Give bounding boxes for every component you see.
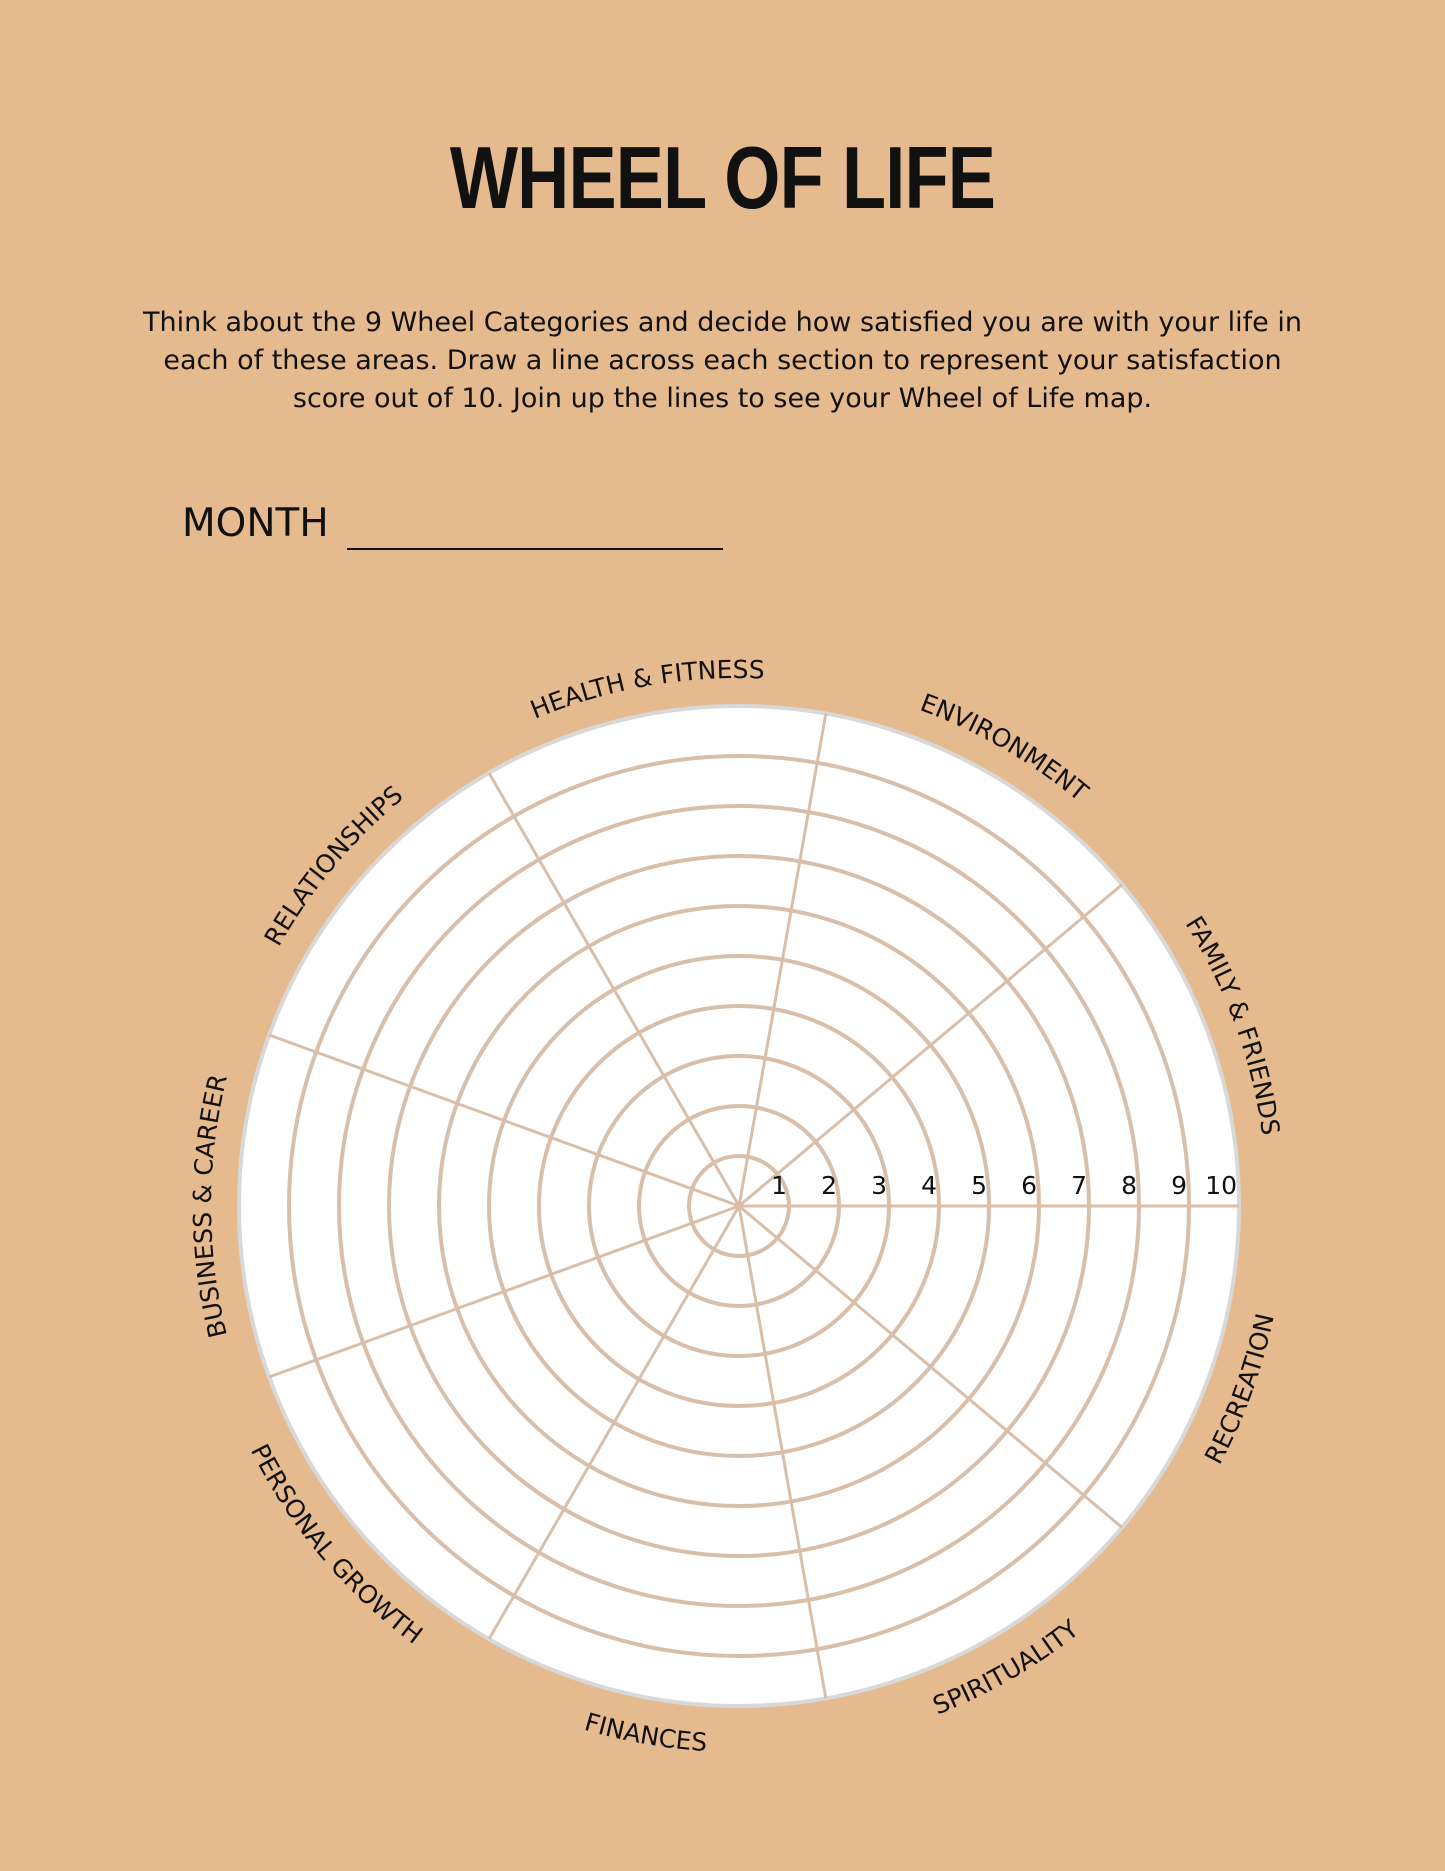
- instructions-text: Think about the 9 Wheel Categories and decide how satisfied you are with your life in each of these areas. Draw a line across each section to represent your satisfaction score out of 10. Join up the lines to see your Wheel of Life map.: [143, 307, 1302, 414]
- scale-label: 4: [921, 1171, 937, 1200]
- scale-label: 3: [871, 1171, 887, 1200]
- category-label: ENVIRONMENT: [916, 687, 1094, 807]
- scale-label: 9: [1171, 1171, 1187, 1200]
- category-label: RECREATION: [1198, 1310, 1280, 1469]
- month-label: MONTH: [182, 501, 329, 546]
- category-label: FAMILY & FRIENDS: [1179, 911, 1286, 1137]
- category-label: PERSONAL GROWTH: [245, 1439, 429, 1650]
- category-label: RELATIONSHIPS: [258, 779, 409, 951]
- scale-label: 2: [821, 1171, 837, 1200]
- category-label: BUSINESS & CAREER: [187, 1071, 233, 1341]
- scale-label: 7: [1071, 1171, 1087, 1200]
- scale-label: 10: [1205, 1171, 1237, 1200]
- scale-label: 8: [1121, 1171, 1137, 1200]
- scale-label: 5: [971, 1171, 987, 1200]
- page-title: WHEEL OF LIFE: [449, 128, 996, 227]
- category-label: HEALTH & FITNESS: [526, 654, 766, 725]
- scale-label: 1: [771, 1171, 787, 1200]
- category-label: SPIRITUALITY: [928, 1614, 1085, 1721]
- category-label: FINANCES: [581, 1707, 709, 1758]
- scale-label: 6: [1021, 1171, 1037, 1200]
